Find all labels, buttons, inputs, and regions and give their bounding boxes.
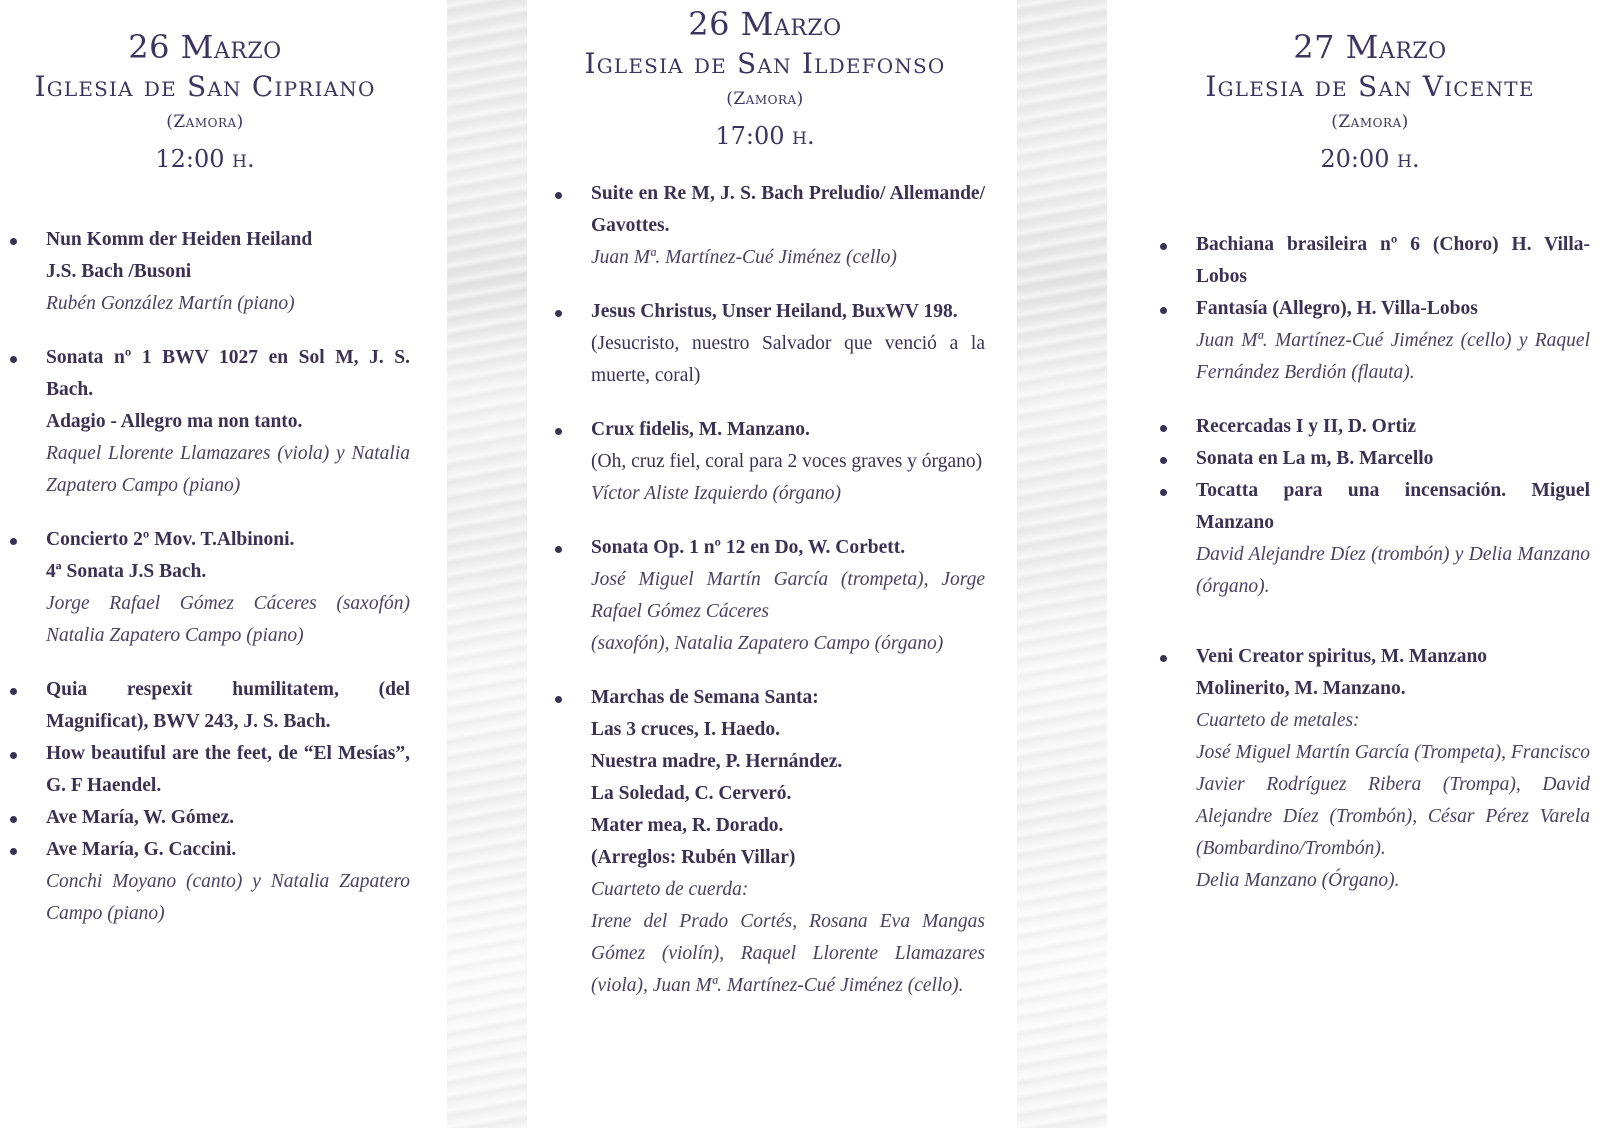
program-item [1150,443,1590,475]
city-name: (Zamora) [726,89,804,109]
concert-header [0,0,410,181]
program-item [0,224,410,320]
concert-panel-san-cipriano [0,0,410,930]
performers: José Miguel Martín García (Trompeta), Francisco Javier Rodríguez Ribera (Trompa), David Alejandre Díez (Trombón), César Pérez Varela (Bombardino/Trombón). [1196,742,1590,859]
bullet-icon [1160,243,1167,250]
program-item [0,834,410,930]
bullet-icon [555,310,562,317]
piece-title: Molinerito, M. Manzano. [1196,678,1406,699]
piece-movement: Adagio - Allegro ma non tanto. [46,411,303,432]
program-list [1150,229,1590,897]
arrangement-credit: (Arreglos: Rubén Villar) [591,847,796,868]
piece-title: Veni Creator spiritus, M. Manzano [1196,646,1488,667]
composer: J.S. Bach /Busoni [46,261,192,282]
piece-title: Nun Komm der Heiden Heiland [46,229,313,250]
piece-title: Jesus Christus, Unser Heiland, BuxWV 198. [591,301,958,322]
piece-translation: (Oh, cruz fiel, coral para 2 voces graves y órgano) [591,451,983,472]
concert-date: 27 Marzo [1293,28,1447,66]
concert-date: 26 Marzo [688,5,842,43]
program-item [545,682,985,1002]
bullet-icon [1160,457,1167,464]
piece-title: Ave María, G. Caccini. [46,839,237,860]
performers: Juan Mª. Martínez-Cué Jiménez (cello) [591,247,897,268]
concert-header [545,0,985,158]
concert-panel-san-ildefonso [545,0,985,1002]
program-item [1150,475,1590,603]
program-item [0,674,410,738]
concert-time: 12:00 h. [155,145,255,173]
piece-title: Las 3 cruces, I. Haedo. [591,719,781,740]
program-item [1150,641,1590,897]
bullet-icon [10,848,17,855]
decorative-texture-strip-left [447,0,527,1128]
performers: José Miguel Martín García (trompeta), Jorge Rafael Gómez Cáceres [591,569,985,622]
bullet-icon [1160,489,1167,496]
piece-title: Fantasía (Allegro), H. Villa-Lobos [1196,298,1478,319]
performers: Juan Mª. Martínez-Cué Jiménez (cello) y Raquel Fernández Berdión (flauta). [1196,330,1590,383]
bullet-icon [1160,425,1167,432]
ensemble-name: Cuarteto de metales: [1196,710,1360,731]
bullet-icon [555,192,562,199]
piece-title: Marchas de Semana Santa: [591,687,819,708]
concert-time: 17:00 h. [715,122,815,150]
bullet-icon [1160,307,1167,314]
piece-title: Concierto 2º Mov. T.Albinoni. [46,529,295,550]
concert-date: 26 Marzo [128,28,282,66]
program-item [0,738,410,802]
performers: (saxofón), Natalia Zapatero Campo (órgano) [591,633,944,654]
piece-title: Quia respexit humilitatem, (del Magnificat), BWV 243, J. S. Bach. [46,679,410,732]
performers: Rubén González Martín (piano) [46,293,295,314]
piece-title: 4ª Sonata J.S Bach. [46,561,207,582]
concert-panel-san-vicente [1150,0,1590,897]
program-item [0,524,410,652]
performers: David Alejandre Díez (trombón) y Delia Manzano (órgano). [1196,544,1590,597]
program-item [545,414,985,510]
performers: Conchi Moyano (canto) y Natalia Zapatero Campo (piano) [46,871,410,924]
bullet-icon [555,428,562,435]
ensemble-name: Cuarteto de cuerda: [591,879,749,900]
piece-title: Recercadas I y II, D. Ortiz [1196,416,1417,437]
piece-title: Sonata Op. 1 nº 12 en Do, W. Corbett. [591,537,906,558]
church-name: Iglesia de San Ildefonso [584,47,946,80]
piece-title: Mater mea, R. Dorado. [591,815,784,836]
piece-title: Suite en Re M, J. S. Bach Preludio/ Allemande/ Gavottes. [591,183,985,236]
concert-time: 20:00 h. [1320,145,1420,173]
concert-header [1150,0,1590,181]
bullet-icon [1160,655,1167,662]
piece-title: How beautiful are the feet, de “El Mesías”, G. F Haendel. [46,743,410,796]
bullet-icon [10,238,17,245]
bullet-icon [10,356,17,363]
program-list [545,178,985,1002]
performers: Víctor Aliste Izquierdo (órgano) [591,483,842,504]
bullet-icon [555,546,562,553]
piece-title: Crux fidelis, M. Manzano. [591,419,810,440]
program-item [1150,229,1590,293]
program-item [545,296,985,392]
church-name: Iglesia de San Vicente [1205,70,1535,103]
bullet-icon [10,816,17,823]
piece-title: Sonata en La m, B. Marcello [1196,448,1434,469]
piece-title: Sonata nº 1 BWV 1027 en Sol M, J. S. Bach. [46,347,410,400]
church-name: Iglesia de San Cipriano [34,70,376,103]
program-item [545,178,985,274]
piece-title: La Soledad, C. Cerveró. [591,783,792,804]
performers: Raquel Llorente Llamazares (viola) y Natalia Zapatero Campo (piano) [46,443,410,496]
program-item [1150,411,1590,443]
piece-title: Tocatta para una incensación. Miguel Manzano [1196,480,1590,533]
bullet-icon [10,538,17,545]
city-name: (Zamora) [1331,112,1409,132]
piece-title: Ave María, W. Gómez. [46,807,235,828]
performers: Delia Manzano (Órgano). [1196,870,1400,891]
program-item [0,342,410,502]
program-item [545,532,985,660]
bullet-icon [10,688,17,695]
performers: Irene del Prado Cortés, Rosana Eva Mangas Gómez (violín), Raquel Llorente Llamazares (viola), Juan Mª. Martínez-Cué Jiménez (cello). [591,911,985,996]
piece-title: Bachiana brasileira nº 6 (Choro) H. Villa-Lobos [1196,234,1590,287]
program-item [1150,293,1590,389]
bullet-icon [555,696,562,703]
performers: Jorge Rafael Gómez Cáceres (saxofón) Natalia Zapatero Campo (piano) [46,593,410,646]
program-item [0,802,410,834]
city-name: (Zamora) [166,112,244,132]
decorative-texture-strip-right [1017,0,1107,1128]
piece-title: Nuestra madre, P. Hernández. [591,751,843,772]
bullet-icon [10,752,17,759]
piece-translation: (Jesucristo, nuestro Salvador que venció a la muerte, coral) [591,333,985,386]
program-list [0,224,410,930]
